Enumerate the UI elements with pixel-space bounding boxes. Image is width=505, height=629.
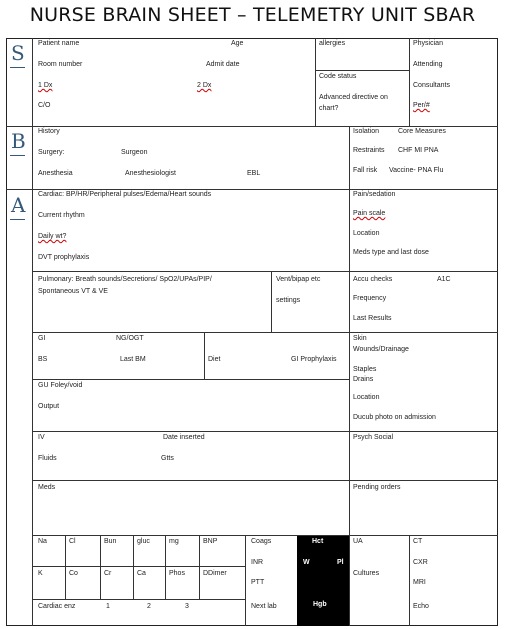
date-inserted-label: Date inserted — [163, 434, 205, 441]
lab-cxr: CXR — [413, 559, 428, 566]
lab-col-6 — [245, 535, 246, 626]
lab-cl: Cl — [69, 538, 76, 545]
pending-orders-label: Pending orders — [353, 484, 401, 491]
lab-w: W — [303, 559, 310, 566]
core-measures-label: Core Measures — [398, 128, 446, 135]
code-status-label: Code status — [319, 73, 357, 80]
lab-col-7 — [349, 535, 350, 626]
drains-label: Drains — [353, 376, 374, 383]
pain-sedation-label: Pain/sedation — [353, 191, 396, 198]
lab-col-1 — [65, 535, 66, 599]
skin-label: Skin — [353, 335, 367, 342]
section-a-underline — [10, 219, 25, 220]
lab-enz-1: 1 — [106, 603, 110, 610]
chart-label: chart? — [319, 105, 339, 112]
wounds-label: Wounds/Drainage — [353, 346, 409, 353]
gi-prophylaxis-label: GI Prophylaxis — [291, 356, 337, 363]
lab-ua: UA — [353, 538, 363, 545]
lab-col-3 — [133, 535, 134, 599]
daily-wt-label: Daily wt? — [38, 233, 67, 240]
meds-label: Meds — [38, 484, 56, 491]
psych-social-label: Psych Social — [353, 434, 394, 441]
bs-label: BS — [38, 356, 48, 363]
lab-pl: Pl — [337, 559, 344, 566]
spontaneous-label: Spontaneous VT & VE — [38, 288, 108, 295]
divider-physician-left — [409, 38, 410, 126]
divider-meds-labs — [32, 535, 498, 536]
lab-row-divider-1 — [32, 566, 245, 567]
divider-gi-gu — [32, 379, 349, 380]
lab-gluc: gluc — [137, 538, 150, 545]
lab-col-4 — [165, 535, 166, 599]
section-a-label: A — [11, 193, 26, 217]
lab-inr: INR — [251, 559, 264, 566]
per-label: Per/# — [413, 102, 430, 109]
divider-s-b — [6, 126, 498, 127]
lab-bun: Bun — [104, 538, 117, 545]
history-label: History — [38, 128, 60, 135]
anesthesiologist-label: Anesthesiologist — [125, 170, 176, 177]
divider-cardiac-pulm — [32, 271, 498, 272]
lab-cr: Cr — [104, 570, 112, 577]
iv-label: IV — [38, 434, 45, 441]
surgery-label: Surgery: — [38, 149, 65, 156]
chf-mi-pna-label: CHF MI PNA — [398, 147, 439, 154]
current-rhythm-label: Current rhythm — [38, 212, 85, 219]
lab-mg: mg — [169, 538, 179, 545]
lab-col-8 — [409, 535, 410, 626]
section-s-underline — [10, 67, 25, 68]
gi-label: GI — [38, 335, 46, 342]
diet-label: Diet — [208, 356, 221, 363]
lab-mri: MRI — [413, 579, 426, 586]
consultants-label: Consultants — [413, 82, 450, 89]
lab-phos: Phos — [169, 570, 185, 577]
page-title: NURSE BRAIN SHEET – TELEMETRY UNIT SBAR — [29, 4, 476, 26]
cardiac-label: Cardiac: BP/HR/Peripheral pulses/Edema/Heart sounds — [38, 191, 212, 198]
divider-allergies-code — [315, 70, 409, 71]
lab-hct: Hct — [312, 538, 324, 545]
frequency-label: Frequency — [353, 295, 387, 302]
lab-ct: CT — [413, 538, 423, 545]
admit-date-label: Admit date — [206, 61, 240, 68]
vent-label: Vent/bipap etc — [276, 276, 321, 283]
dx2-label: 2 Dx — [197, 82, 212, 89]
age-label: Age — [231, 40, 244, 47]
co-label: C/O — [38, 102, 51, 109]
pain-location-label: Location — [353, 230, 380, 237]
isolation-label: Isolation — [353, 128, 380, 135]
meds-type-label: Meds type and last dose — [353, 249, 429, 256]
pain-scale-label: Pain scale — [353, 210, 386, 217]
surgeon-label: Surgeon — [121, 149, 148, 156]
lab-na: Na — [38, 538, 47, 545]
pulmonary-label: Pulmonary: Breath sounds/Secretions/ SpO2/UPAs/PIP/ — [38, 276, 212, 283]
lab-ca: Ca — [137, 570, 146, 577]
lab-co: Co — [69, 570, 78, 577]
lab-next-lab: Next lab — [251, 603, 277, 610]
ebl-label: EBL — [247, 170, 261, 177]
last-bm-label: Last BM — [120, 356, 146, 363]
ng-ogt-label: NG/OGT — [116, 335, 144, 342]
staples-label: Staples — [353, 366, 377, 373]
lab-enz-2: 2 — [147, 603, 151, 610]
cbc-box — [297, 536, 349, 626]
fall-risk-label: Fall risk — [353, 167, 378, 174]
restraints-label: Restraints — [353, 147, 385, 154]
patient-name-label: Patient name — [38, 40, 80, 47]
fluids-label: Fluids — [38, 455, 57, 462]
lab-hgb: Hgb — [313, 601, 327, 608]
lab-echo: Echo — [413, 603, 429, 610]
lab-cultures: Cultures — [353, 570, 380, 577]
section-b-underline — [10, 155, 25, 156]
divider-vent — [271, 271, 272, 332]
lab-col-2 — [100, 535, 101, 599]
gtts-label: Gtts — [161, 455, 174, 462]
divider-allergies-left — [315, 38, 316, 126]
divider-iv-meds — [32, 480, 498, 481]
lab-ddimer: DDimer — [203, 570, 227, 577]
physician-label: Physician — [413, 40, 443, 47]
divider-b-a — [6, 189, 498, 190]
attending-label: Attending — [413, 61, 443, 68]
vaccine-label: Vaccine- PNA Flu — [389, 167, 444, 174]
divider-gu-iv — [32, 431, 498, 432]
room-number-label: Room number — [38, 61, 83, 68]
lab-ptt: PTT — [251, 579, 265, 586]
section-b-label: B — [11, 129, 26, 153]
divider-pulm-gi — [32, 332, 498, 333]
last-results-label: Last Results — [353, 315, 392, 322]
section-letter-column-border — [32, 38, 33, 626]
lab-cardiac-enz: Cardiac enz — [38, 603, 76, 610]
lab-k: K — [38, 570, 43, 577]
allergies-label: allergies — [319, 40, 346, 47]
divider-diet — [204, 332, 205, 379]
dvt-prophylaxis-label: DVT prophylaxis — [38, 254, 90, 261]
lab-coags: Coags — [251, 538, 272, 545]
a1c-label: A1C — [437, 276, 451, 283]
gu-label: GU Foley/void — [38, 382, 83, 389]
settings-label: settings — [276, 297, 301, 304]
lab-row-divider-2 — [32, 599, 245, 600]
dx1-label: 1 Dx — [38, 82, 53, 89]
lab-enz-3: 3 — [185, 603, 189, 610]
accu-checks-label: Accu checks — [353, 276, 393, 283]
skin-location-label: Location — [353, 394, 380, 401]
advanced-directive-label: Advanced directive on — [319, 94, 388, 101]
ducub-label: Ducub photo on admission — [353, 414, 436, 421]
right-column-border — [349, 126, 350, 536]
output-label: Output — [38, 403, 60, 410]
lab-col-5 — [199, 535, 200, 599]
section-s-label: S — [11, 41, 25, 65]
anesthesia-label: Anesthesia — [38, 170, 73, 177]
lab-bnp: BNP — [203, 538, 218, 545]
